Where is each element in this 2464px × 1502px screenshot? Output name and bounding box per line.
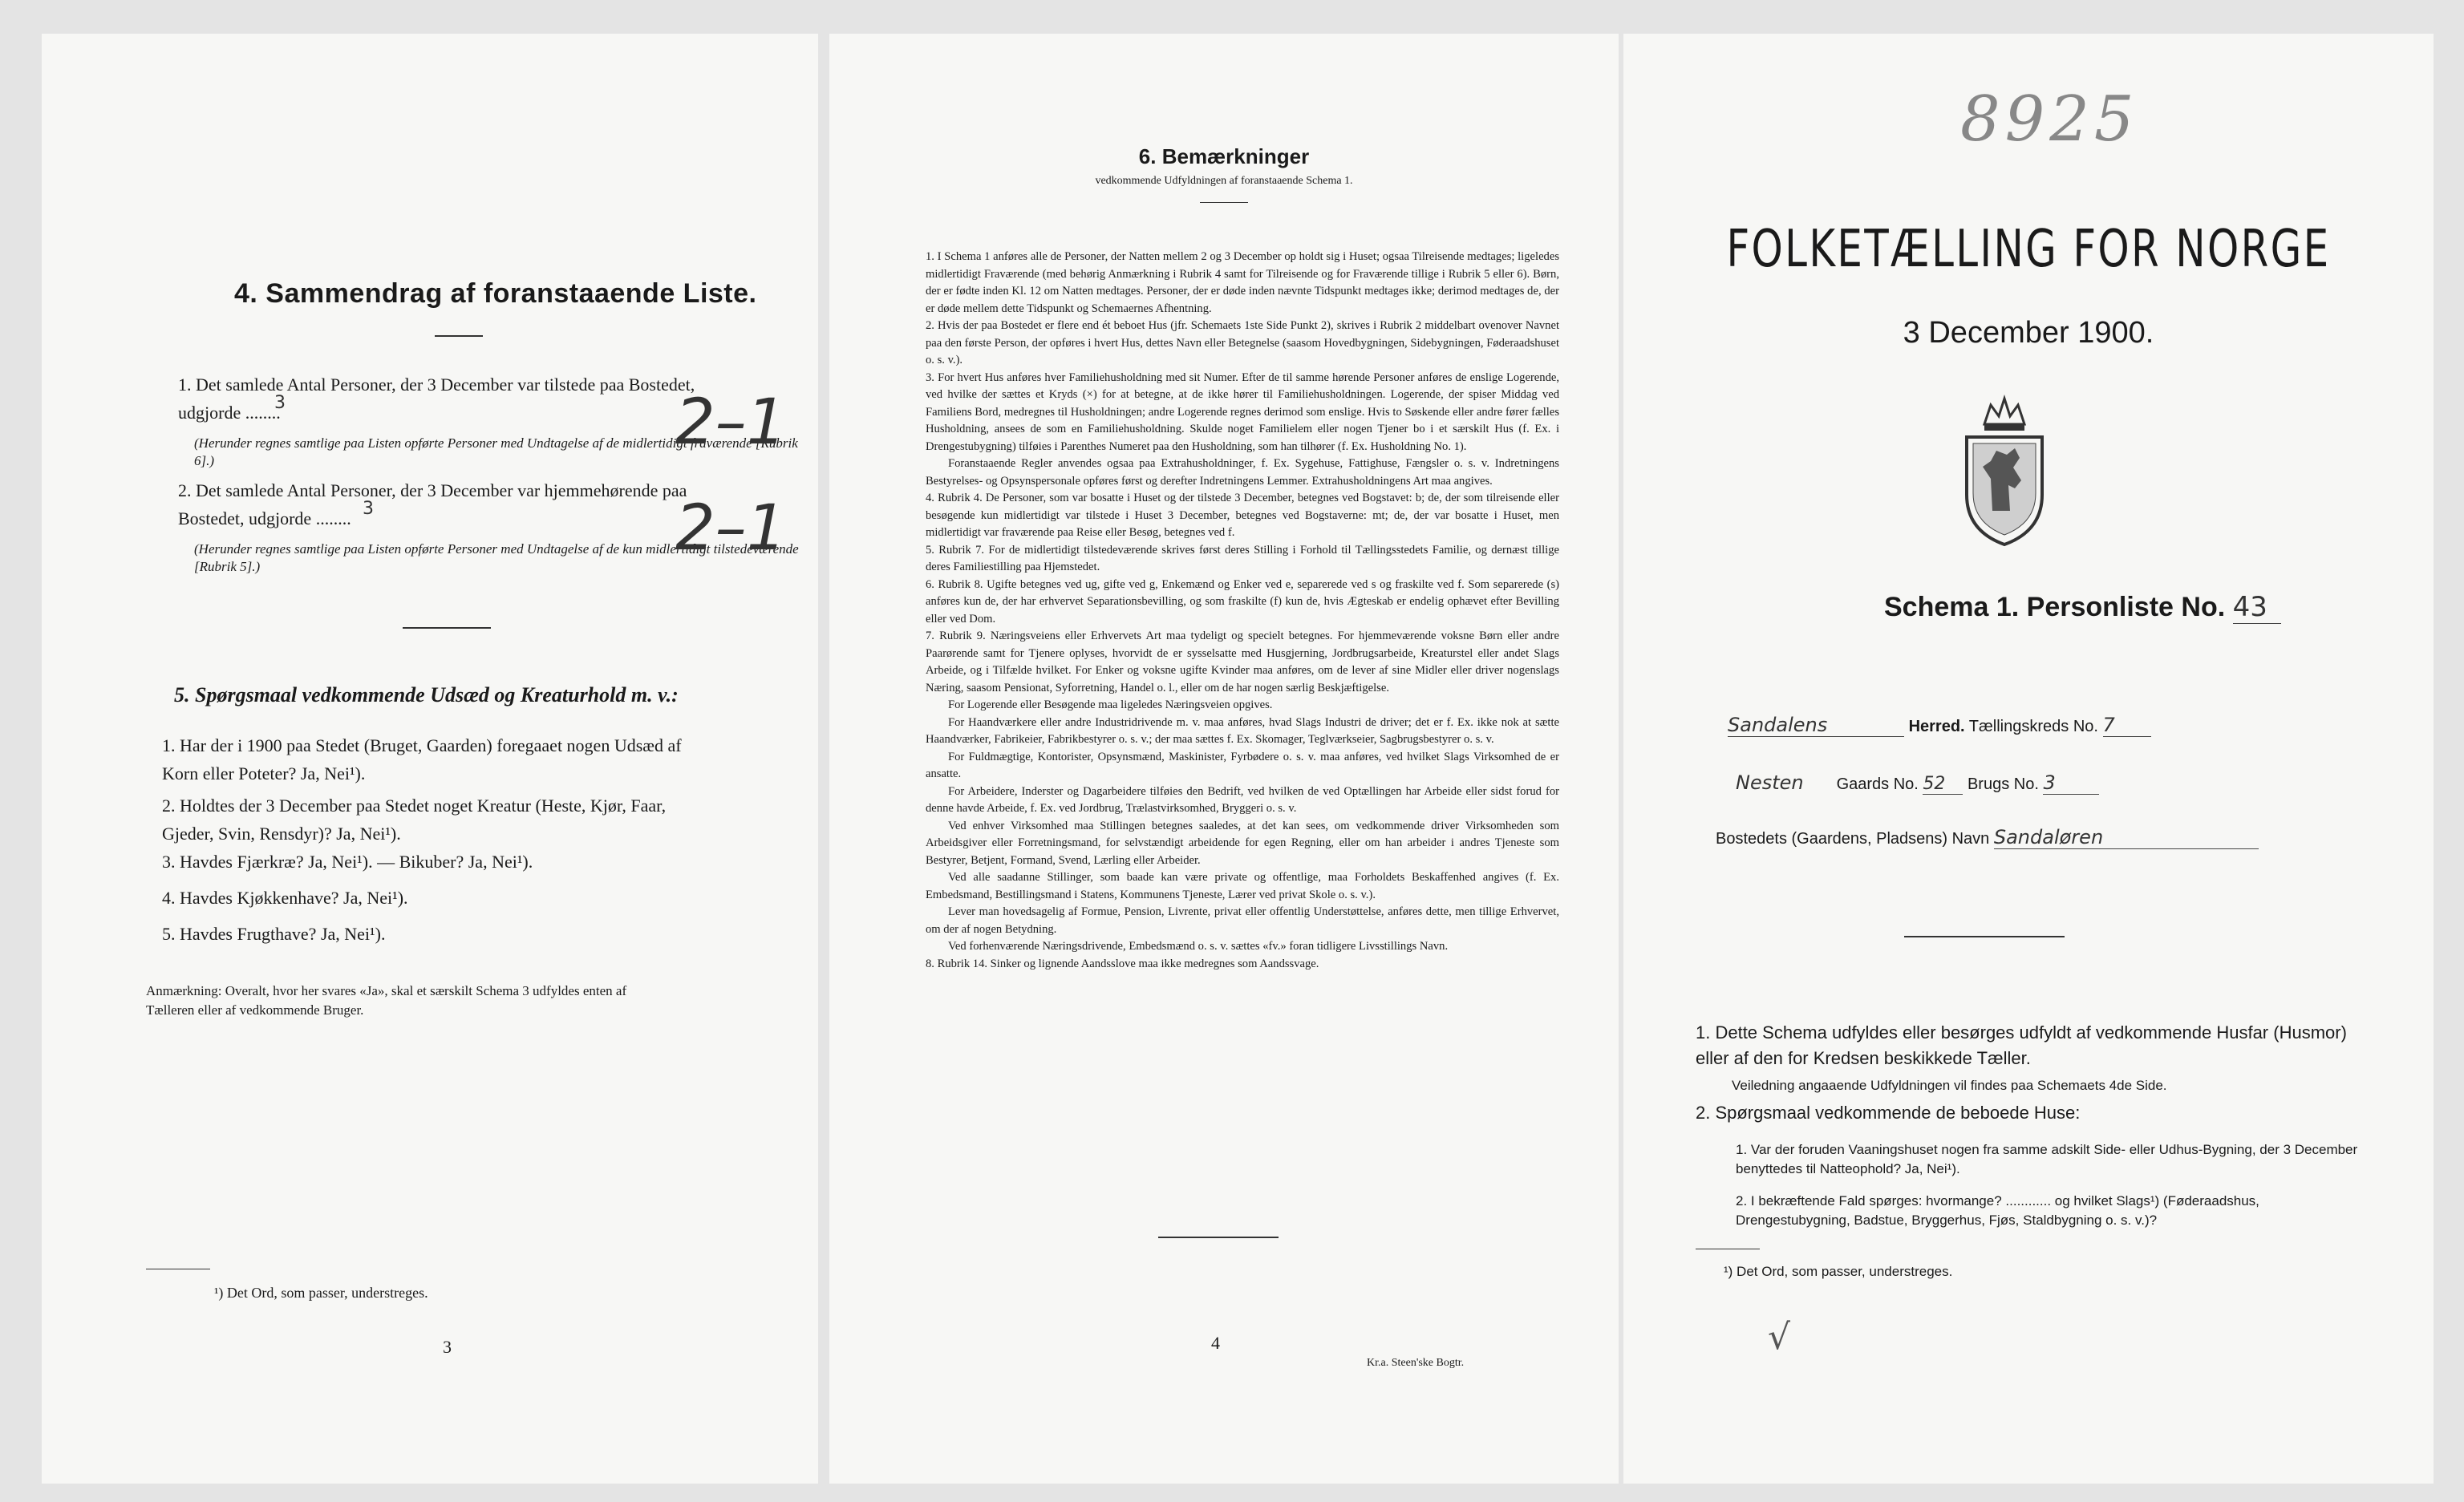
schema-label: Schema 1. Personliste No. 43 [1884, 591, 2281, 624]
instruction-2: 2. Spørgsmaal vedkommende de beboede Huse: [1696, 1103, 2081, 1123]
q2-handwritten: 3 [363, 499, 374, 519]
divider [435, 335, 483, 337]
divider [1158, 1237, 1279, 1238]
bosted-value: Sandaløren [1994, 826, 2259, 849]
section5-title: 5. Spørgsmaal vedkommende Udsæd og Kreaturhold m. v.: [174, 683, 679, 706]
q2-margin-note: 2–1 [675, 492, 787, 565]
census-title: FOLKETÆLLING FOR NORGE [1726, 220, 2331, 279]
divider [403, 627, 491, 629]
q5-4: 4. Havdes Kjøkkenhave? Ja, Nei¹). [162, 888, 408, 908]
remark-paragraph: Ved alle saadanne Stillinger, som baade kan være private og offentlige, maa Forholdets Beskaffenhed angives (f. Ex. Embedsmand, Bestillingsmand i Statens, Kommunens Tjeneste, Lærer ved privat Skole o. s. v.). [926, 871, 1559, 901]
remark-paragraph: Foranstaaende Regler anvendes ogsaa paa Extrahusholdninger, f. Ex. Sygehuse, Fattighuse, Fængsler o. s. v. Indretningens Bestyrelses- og Opsynspersonale opføres først og derefter Indretningens Lemmer. Extrahusholdningens Art maa angives. [926, 457, 1559, 488]
remark-paragraph: 1. I Schema 1 anføres alle de Personer, der Natten mellem 2 og 3 December op holdt sig i Huset; ogsaa Tilreisende medtages; ligeledes midlertidigt Fraværende (med behørig Anmærkning i Rubrik 4 samt for Tilreisende og for Fraværende tillige i Rubrik 5 eller 6). Børn, der er fødte inden Kl. 12 om Natten medtages. Personer, der er døde inden nævnte Tidspunkt medtages ikke; derimod medtages de, der er døde mellem dette Tidspunkt og Schemaernes Afhentning. [926, 250, 1559, 315]
q1-note: (Herunder regnes samtlige paa Listen opførte Personer med Undtagelse af de midlertidigt fraværende [Rubrik 6].) [194, 435, 798, 468]
archive-number: 8925 [1960, 83, 2139, 156]
remark-paragraph: Ved enhver Virksomhed maa Stillingen betegnes saaledes, at det kan sees, om vedkommende driver Virksomheden som Arbeidsgiver eller Forretningsmand, for selvstændigt arbeidende for egen Regning, eller om han arbeider i andres Tjeneste som Bestyrer, Betjent, Formand, Svend, Lærling eller Arbeider. [926, 819, 1559, 867]
remark-paragraph: 3. For hvert Hus anføres hver Familiehusholdning med sit Numer. Efter de til samme hørende Personer anføres de enslige Logerende, ved hvilke der sættes et Kryds (×) for at betegne, at de ikke hører til Familiehusholdningen. Logerende, der spiser Middag ved Familiens Bord, medregnes til Husholdningen; andre Logerende regnes derimod som enslige. Hvis to Søskende eller andre fører fælles Husholdning, ansees de som en Familiehusholdning. Skulde noget Familielem eller nogen Tjener bo i et særskilt Hus (f. Ex. i Drengestubygning) tilføies i Parenthes Numeret paa den Husholdning, som han tilhører (f. Ex. Husholdning No. 1). [926, 370, 1559, 453]
coat-of-arms-icon [1952, 391, 2057, 551]
herred-row: Sandalens Herred. Tællingskreds No. 7 [1728, 714, 2151, 737]
remark-paragraph: Lever man hovedsagelig af Formue, Pension, Livrente, privat eller offentlig Understøttelse, anføres dette, men tillige Erhvervet, om der af nogen Betydning. [926, 905, 1559, 936]
herred-value: Sandalens [1728, 714, 1904, 737]
q5-2: 2. Holdtes der 3 December paa Stedet noget Kreatur (Heste, Kjør, Faar, Gjeder, Svin, Rensdyr)? Ja, Nei¹). [162, 796, 667, 844]
remark-paragraph: 7. Rubrik 9. Næringsveiens eller Erhvervets Art maa tydeligt og specielt betegnes. For hjemmeværende voksne Børn eller andre Paarørende samt for Tjenere oplyses, hvorvidt de er sysselsatte med Husgjerning, Jordbrugsarbeide, Kreaturstel eller andet Slags Arbeide, og i Tilfælde hvilket. For Enker og voksne ugifte Kvinder maa anføres, om de lever af sine Midler eller driver nogenslags Næring, saasom Pensionat, Syforretning, Handel o. l., eller om de har nogen særlig Beskjæftigelse. [926, 630, 1559, 694]
gaard-name: Nesten [1736, 771, 1804, 794]
remark-paragraph: For Fuldmægtige, Kontorister, Opsynsmænd, Maskinister, Fyrbødere o. s. v. maa anføres, ved hvilket Slags Virksomhed de er ansatte. [926, 750, 1559, 780]
remark-paragraph: For Logerende eller Besøgende maa ligeledes Næringsveien opgives. [948, 698, 1273, 711]
divider [1200, 202, 1248, 203]
remark: Anmærkning: Overalt, hvor her svares «Ja», skal et særskilt Schema 3 udfyldes enten af Tælleren eller af vedkommende Bruger. [146, 983, 627, 1018]
gaard-row: Nesten Gaards No. 52 Brugs No. 3 [1736, 771, 2099, 795]
brugs-value: 3 [2043, 771, 2099, 795]
footnote: ¹) Det Ord, som passer, understreges. [214, 1285, 428, 1301]
page-middle [829, 34, 1619, 1484]
q5-5: 5. Havdes Frugthave? Ja, Nei¹). [162, 924, 386, 944]
instruction-2-1: 1. Var der foruden Vaaningshuset nogen fra samme adskilt Side- eller Udhus-Bygning, der 3 December benyttedes til Natteophold? Ja, Nei¹). [1736, 1142, 2358, 1176]
divider [1904, 936, 2065, 937]
remark-paragraph: 8. Rubrik 14. Sinker og lignende Aandsslove maa ikke medregnes som Aandssvage. [926, 957, 1319, 970]
page-number: 3 [443, 1337, 452, 1357]
q5-3: 3. Havdes Fjærkræ? Ja, Nei¹). — Bikuber? Ja, Nei¹). [162, 852, 533, 872]
printer-mark: Kr.a. Steen'ske Bogtr. [1367, 1357, 1465, 1369]
section6-title: 6. Bemærkninger [1138, 144, 1310, 168]
remark-paragraph: 5. Rubrik 7. For de midlertidigt tilstedeværende skrives først deres Stilling i Forhold til Tællingsstedets Familie, og dernæst tillige deres Familiestilling paa Hjemstedet. [926, 543, 1559, 573]
bosted-row: Bostedets (Gaardens, Pladsens) Navn Sandaløren [1716, 826, 2259, 849]
section4-title: 4. Sammendrag af foranstaaende Liste. [234, 278, 757, 309]
page-number: 4 [1211, 1333, 1220, 1353]
remarks-body [926, 249, 1559, 973]
remark-paragraph: 6. Rubrik 8. Ugifte betegnes ved ug, gifte ved g, Enkemænd og Enker ved e, separerede ved s og fraskilte ved f. Som separerede (s) anføres kun de, der har erhvervet Separationsbevilling, og som fraskilte (f) kun de, hvis Ægteskab er endelig ophævet efter Bevilling eller ved Dom. [926, 577, 1559, 625]
page-right [1623, 34, 2434, 1484]
q5-1: 1. Har der i 1900 paa Stedet (Bruget, Gaarden) foregaaet nogen Udsæd af Korn eller Poteter? Ja, Nei¹). [162, 735, 682, 783]
schema-number: 43 [2233, 591, 2281, 624]
section6-subtitle: vedkommende Udfyldningen af foranstaaende Schema 1. [1095, 175, 1353, 187]
q2-text: 2. Det samlede Antal Personer, der 3 December var hjemmehørende paa Bostedet, udgjorde ........ [178, 480, 687, 528]
remark-paragraph: Ved forhenværende Næringsdrivende, Embedsmænd o. s. v. sættes «fv.» foran tidligere Livsstillings Navn. [948, 940, 1449, 953]
instruction-2-2: 2. I bekræftende Fald spørges: hvormange? ............ og hvilket Slags¹) (Føderaadshus, Drengestubygning, Badstue, Bryggerhus, Fjøs, Staldbygning o. s. v.)? [1736, 1193, 2259, 1228]
remark-paragraph: For Haandværkere eller andre Industridrivende m. v. maa anføres, hvad Slags Industri de driver; det er f. Ex. ikke nok at sætte Haandværker, Fabrikeier, Fabrikbestyrer o. s. v.; der maa sættes f. Ex. Skomager, Teglværkseier, Sagbrugsbestyrer o. s. v. [926, 715, 1559, 746]
kreds-value: 7 [2103, 714, 2151, 737]
check-mark: √ [1768, 1317, 1791, 1358]
gaards-value: 52 [1923, 774, 1963, 795]
q1-handwritten: 3 [274, 393, 286, 413]
remark-paragraph: 2. Hvis der paa Bostedet er flere end ét beboet Hus (jfr. Schemaets 1ste Side Punkt 2), skrives i Rubrik 2 middelbart ovenover Navnet paa den første Person, der opføres i hvert Hus, dettes Navn eller Betegnelse (saasom Hovedbygningen, Sidebygningen, Føderaadshuset o. s. v.). [926, 319, 1559, 366]
q1-text: 1. Det samlede Antal Personer, der 3 December var tilstede paa Bostedet, udgjorde ........ [178, 374, 695, 423]
instruction-1-note: Veiledning angaaende Udfyldningen vil findes paa Schemaets 4de Side. [1732, 1078, 2167, 1093]
instruction-1: 1. Dette Schema udfyldes eller besørges udfyldt af vedkommende Husfar (Husmor) eller af den for Kredsen beskikkede Tæller. [1696, 1022, 2347, 1068]
remark-paragraph: For Arbeidere, Inderster og Dagarbeidere tilføies den Bedrift, ved hvilken de ved Optællingen har Arbeide eller sidst forud for denne havde Arbeide, f. Ex. ved Jordbrug, Trælastvirksomhed, Bryggeri o. s. v. [926, 784, 1559, 815]
footnote: ¹) Det Ord, som passer, understreges. [1724, 1264, 1953, 1279]
page-left [42, 34, 818, 1484]
remark-paragraph: 4. Rubrik 4. De Personer, som var bosatte i Huset og der tilstede 3 December, betegnes ved Bogstavet: b; de, der som tilreisende eller besøgende kun midlertidigt var tilstede i Huset 3 December, betegnes ved Bogstaverne: mt; de, der var bosatte i Huset, men midlertidigt var fraværende paa Reise eller Besøg, betegnes ved f. [926, 492, 1559, 539]
q2-note: (Herunder regnes samtlige paa Listen opførte Personer med Undtagelse af de kun midlertidigt tilstedeværende [Rubrik 5].) [194, 541, 799, 574]
census-date: 3 December 1900. [1903, 316, 2154, 350]
q1-margin-note: 2–1 [675, 387, 787, 459]
